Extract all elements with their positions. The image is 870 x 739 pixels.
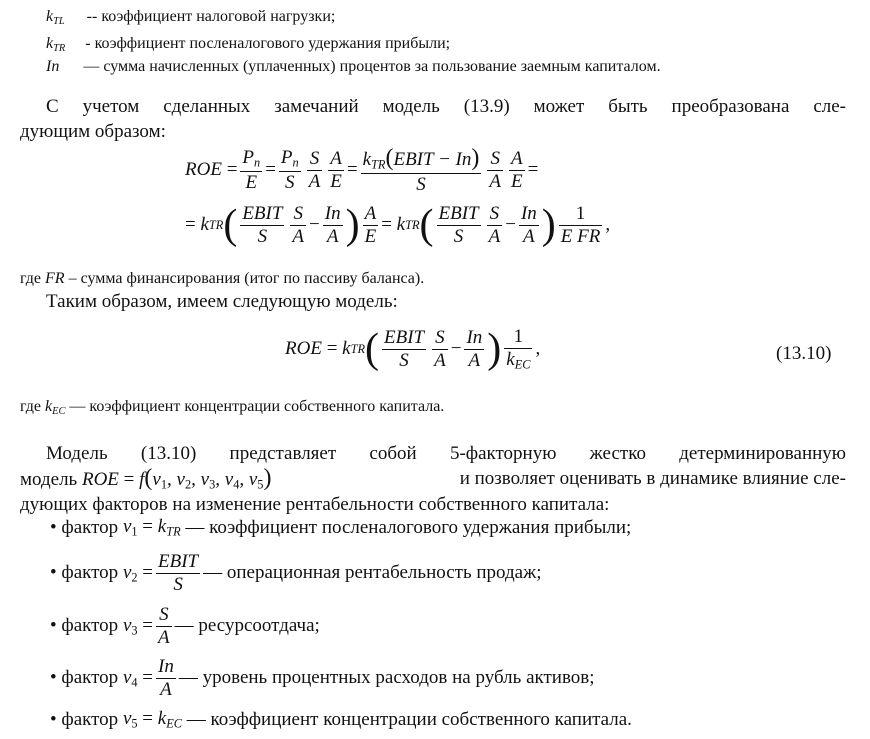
equation-number: (13.10): [776, 343, 832, 364]
where-fr-note: где FR – сумма финансирования (итог по пассиву баланса).: [20, 270, 425, 287]
paragraph-factors-line2: модель ROE = $f(v_1$, $v_2$, $v_3$, $v_4$, $v_5$) и позволяет оценивать в динамике влияние сле-: [20, 465, 846, 492]
fraction-a-e: $\frac{A}{E}$: [511, 147, 523, 192]
fraction-1-e-fr: $\frac{1}{\text{E FR}}$: [560, 203, 601, 247]
factor-item-5: • фактор $v_5 = k_{EC}$ — коэффициент концентрации собственного капитала.: [50, 708, 632, 731]
definition-ktr: $k_{TR}$ - коэффициент посленалогового удержания прибыли;: [46, 35, 451, 55]
factor-item-1: • фактор $v_1 = k_{TR}$ — коэффициент посленалогового удержания прибыли;: [50, 516, 632, 539]
fraction-s-a: $\frac{S}{A}$: [292, 203, 305, 247]
fraction-ebit-s: $\frac{\text{EBIT}}{S}$: [242, 203, 283, 247]
definition-ktl: $k_{TL}$ -- коэффициент налоговой нагрузки;: [46, 8, 336, 28]
factor-item-4: • фактор $v_4$ = $\frac{In}{A}$ — уровень процентных расходов на рубль активов;: [50, 656, 595, 700]
equation-line2: = k TR ( $\frac{\text{EBIT}}{S}$ $\frac{S}{A}$ − $\frac{In}{A}$ ) $\frac{A}{E}$ = k TR ( $\frac{\text{EBIT}}{S}$ $\frac{S}{A}$ − $\frac{In}{A}$ ) $\frac{1}{\text{E FR}}$ ,: [185, 202, 611, 249]
fraction-ktr-ebit-in-s: $\frac{k_{TR}(EBIT - In)}{S}$: [362, 145, 480, 195]
fraction-ebit-s: $\frac{\text{EBIT}}{S}$: [384, 326, 425, 371]
fraction-in-a: $\frac{In}{A}$: [520, 203, 537, 247]
definition-text: коэффициент налоговой нагрузки;: [101, 8, 336, 25]
definition-in: In — сумма начисленных (уплаченных) процентов за пользование заемным капиталом.: [46, 58, 661, 75]
fraction-s-a: $\frac{S}{A}$: [308, 147, 321, 192]
paragraph-factors-line3: дующих факторов на изменение рентабельности собственного капитала:: [20, 494, 610, 515]
fraction-pn-s: $\frac{P_n}{S}$: [280, 147, 299, 193]
definition-text: коэффициент посленалогового удержания прибыли;: [94, 35, 451, 52]
fraction-in-a: $\frac{In}{A}$: [324, 203, 341, 247]
factor-item-2: • фактор $v_2$ = $\frac{\text{EBIT}}{S}$ — операционная рентабельность продаж;: [50, 551, 542, 595]
fraction-s-a: $\frac{S}{A}$: [489, 147, 501, 192]
fraction-s-a: $\frac{S}{A}$: [488, 203, 501, 247]
fraction-a-e: $\frac{A}{E}$: [330, 147, 342, 192]
fraction-a-e: $\frac{A}{E}$: [364, 203, 377, 247]
fraction-1-kec: $\frac{1}{k_{EC}}$: [506, 326, 531, 372]
fraction-pn-e: $\frac{P_n}{E}$: [242, 147, 261, 193]
fraction-s-a: $\frac{S}{A}$: [158, 604, 170, 648]
paragraph-intro-line2: дующим образом:: [20, 121, 166, 142]
equation-line1: ROE = $\frac{P_n}{E}$ = $\frac{P_n}{S}$ $\frac{S}{A}$ $\frac{A}{E}$ = $\frac{k_{TR}(EBIT - In)}{S}$ $\frac{S}{A}$ $\frac{A}{E}$ =: [185, 145, 539, 195]
factor-item-3: • фактор $v_3$ = $\frac{S}{A}$ — ресурсоотдача;: [50, 604, 320, 648]
paragraph-model-intro: Таким образом, имеем следующую модель:: [46, 291, 398, 312]
paragraph-intro-line1: С учетом сделанных замечаний модель (13.9) может быть преобразована сле-: [46, 96, 846, 117]
fraction-ebit-s: $\frac{\text{EBIT}}{S}$: [158, 551, 199, 595]
fraction-ebit-s: $\frac{\text{EBIT}}{S}$: [438, 203, 479, 247]
where-kec-note: где $k_{EC}$ — коэффициент концентрации собственного капитала.: [20, 398, 445, 418]
fraction-in-a: $\frac{In}{A}$: [466, 326, 483, 371]
fraction-s-a: $\frac{S}{A}$: [434, 326, 446, 371]
definition-text: сумма начисленных (уплаченных) процентов за пользование заемным капиталом.: [103, 58, 661, 75]
equation-13-10: ROE = k TR ( $\frac{\text{EBIT}}{S}$ $\frac{S}{A}$ − $\frac{In}{A}$ ) $\frac{1}{k_{EC}}$ ,: [285, 326, 541, 373]
paragraph-factors-line1: Модель (13.10) представляет собой 5-факторную жестко детерминированную: [46, 443, 846, 464]
fraction-in-a: $\frac{In}{A}$: [158, 656, 174, 700]
